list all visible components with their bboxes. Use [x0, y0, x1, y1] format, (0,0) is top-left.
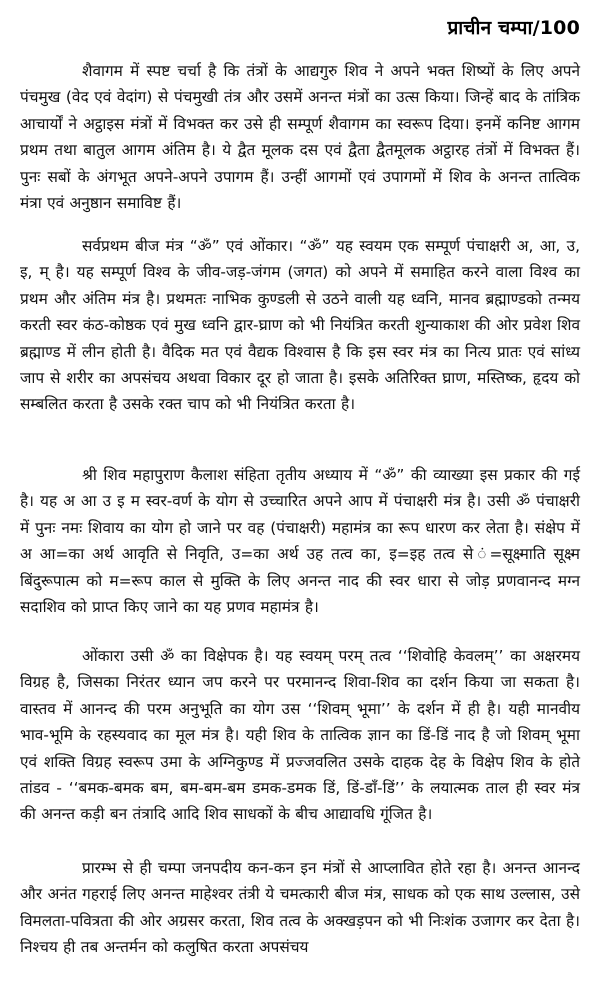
running-header: प्राचीन चम्पा/100 [447, 17, 580, 39]
paragraph: शैवागम में स्पष्ट चर्चा है कि तंत्रों के आद्यगुरु शिव ने अपने भक्त शिष्यों के लिए अपने पंचमुख (वेद एवं वेदांग) से पंचमुखी तंत्र और उसमें अनन्त मंत्रों का उत्स किया। जिन्हें बाद के तांत्रिक आचार्यों ने अट्ठाइस मंत्रों में विभक्त कर उसे ही सम्पूर्ण शैवागम का स्वरूप दिया। इनमें कनिष्ट आगम प्रथम तथा बातुल आगम अंतिम है। ये द्वैत मूलक दस एवं द्वैता द्वैतमूलक अट्ठारह तंत्रों में विभक्त हैं। पुनः सबों के अंगभूत अपने-अपने उपागम हैं। उन्हीं आगमों एवं उपागमों में शिव के अनन्त तात्विक मंत्रा एवं अनुष्ठान समाविष्ट हैं। [20, 62, 580, 213]
paragraph: प्रारम्भ से ही चम्पा जनपदीय कन-कन इन मंत्रों से आप्लावित होते रहा है। अनन्त आनन्द और अनंत गहराई लिए अनन्त माहेश्वर तंत्री ये चमत्कारी बीज मंत्र, साधक को एक साथ उल्लास, उसे विमलता-पवित्रता की ओर अग्रसर करता, शिव तत्व के अक्खड़पन को भी निःशंक उजागर कर देता है। निश्चय ही तब अन्तर्मन को कलुषित करता अपसंचय [20, 859, 580, 957]
paragraph: ओंकारा उसी ॐ का विक्षेपक है। यह स्वयम् परम् तत्व ‘‘शिवोहि केवलम्’’ का अक्षरमय विग्रह है, जिसका निरंतर ध्यान जप करने पर परमानन्द शिवा-शिव का दर्शन किया जा सकता है। वास्तव में आनन्द की परम अनुभूति का योग उस ‘‘शिवम् भूमा’’ के दर्शन में ही है। यही मानवीय भाव-भूमि के रहस्यवाद का मूल मंत्र है। यही शिव के तात्विक ज्ञान का डिं-डिं नाद है जो शिवम् भूमा एवं शक्ति विग्रह स्वरूप उमा के अग्निकुण्ड में प्रज्जवलित उसके दाहक देह के विक्षेप शिव के होते तांडव - ‘‘बमक-बमक बम, बम-बम-बम डमक-डमक डिं, डिं-डाँ-डिं’’ के लयात्मक ताल ही स्वर मंत्र की अनन्त कड़ी बन तंत्रादि आदि शिव साधकों के बीच आद्यावधि गूंजित है। [20, 647, 580, 824]
paragraph: श्री शिव महापुराण कैलाश संहिता तृतीय अध्याय में “ॐ” की व्याख्या इस प्रकार की गई है। यह अ आ उ इ म स्वर-वर्ण के योग से उच्चारित अपने आप में पंचाक्षरी मंत्र है। उसी ॐ पंचाक्षरी में पुनः नमः शिवाय का योग हो जाने पर वह (पंचाक्षरी) महामंत्र का रूप धारण कर लेता है। संक्षेप में अ आ=का अर्थ आवृति से निवृति, उ=का अर्थ उह तत्व का, इ=इह तत्व से ं=सूक्ष्माति सूक्ष्म बिंदुरूपात्म को म=रूप काल से मुक्ति के लिए अनन्त नाद की स्वर धारा से जोड़ प्रणवानन्द मग्न सदाशिव को प्राप्त किए जाने का यह प्रणव महामंत्र है। [20, 466, 580, 617]
paragraph: सर्वप्रथम बीज मंत्र “ॐ” एवं ओंकार। “ॐ” यह स्वयम एक सम्पूर्ण पंचाक्षरी अ, आ, उ, इ, म् है। यह सम्पूर्ण विश्व के जीव-जड़-जंगम (जगत) को अपने में समाहित करने वाला विश्व का प्रथम और अंतिम मंत्र है। प्रथमतः नाभिक कुण्डली से उठने वाली यह ध्वनि, मानव ब्रह्माण्डको तन्मय करती स्वर कंठ-कोष्ठक एवं मुख ध्वनि द्वार-घ्राण को भी नियंत्रित करती शुन्याकाश की ओर प्रवेश शिव ब्रह्माण्ड में लीन होती है। वैदिक मत एवं वैद्यक विश्वास है कि इस स्वर मंत्र का नित्य प्रातः एवं सांध्य जाप से शरीर का अपसंचय अथवा विकार दूर हो जाता है। इसके अतिरिक्त घ्राण, मस्तिष्क, हृदय को सम्बलित करता है उसके रक्त चाप को भी नियंत्रित करता है। [20, 237, 580, 414]
